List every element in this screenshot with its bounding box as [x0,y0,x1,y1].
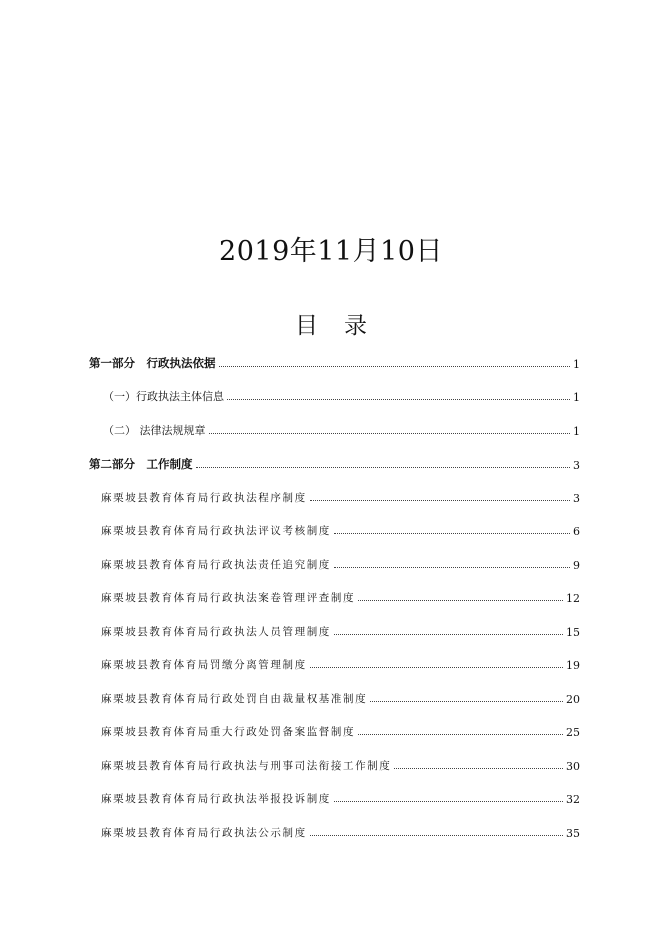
document-date: 2019年11月10日 [219,236,443,267]
toc-entry-label: （一）行政执法主体信息 [103,390,224,403]
toc-entry-label: 第一部分 行政执法依据 [89,356,216,370]
toc-entry-item[interactable] [101,520,580,538]
toc-entry-item[interactable] [101,621,580,639]
toc-leader-dots [358,600,563,601]
toc-entry-label: 麻栗坡县教育体育局行政执法评议考核制度 [101,525,331,537]
toc-leader-dots [334,634,563,635]
toc-entry-page: 30 [566,760,580,773]
toc-entry-label: 麻栗坡县教育体育局罚缴分离管理制度 [101,659,307,671]
toc-entry-item[interactable] [101,554,580,572]
toc-title: 目录 [295,313,393,339]
toc-entry-page: 20 [566,693,580,706]
toc-entry-item[interactable] [101,822,580,840]
toc-entry-label: 麻栗坡县教育体育局行政执法责任追究制度 [101,559,331,571]
toc-entry-page: 9 [573,559,580,572]
toc-entry-page: 6 [573,525,580,538]
toc-entry-subsection[interactable] [103,420,580,438]
toc-entry-label: 麻栗坡县教育体育局行政执法案卷管理评查制度 [101,592,356,604]
toc-leader-dots [209,433,571,434]
toc-entry-item[interactable] [101,587,580,605]
toc-entry-label: 麻栗坡县教育体育局行政执法举报投诉制度 [101,793,331,805]
toc-leader-dots [227,399,570,400]
toc-entry-item[interactable] [101,755,580,773]
toc-entry-page: 3 [573,492,580,505]
toc-leader-dots [219,366,571,367]
toc-leader-dots [310,667,563,668]
toc-leader-dots [334,533,570,534]
toc-leader-dots [196,467,571,468]
toc-entry-page: 1 [573,425,580,438]
toc-leader-dots [358,734,563,735]
toc-leader-dots [310,500,570,501]
toc-entry-label: （二） 法律法规规章 [103,424,206,437]
toc-entry-page: 25 [566,726,580,739]
toc-entry-page: 12 [566,592,580,605]
toc-entry-subsection[interactable] [103,386,580,404]
toc-leader-dots [334,801,563,802]
toc-entry-label: 麻栗坡县教育体育局行政执法公示制度 [101,827,307,839]
toc-entry-page: 19 [566,659,580,672]
toc-entry-page: 15 [566,626,580,639]
toc-entry-part-1[interactable] [89,353,580,371]
toc-entry-item[interactable] [101,654,580,672]
toc-leader-dots [310,835,563,836]
toc-entry-page: 1 [573,358,580,371]
toc-entry-page: 3 [573,459,580,472]
toc-entry-label: 麻栗坡县教育体育局重大行政处罚备案监督制度 [101,726,356,738]
toc-entry-page: 1 [573,391,580,404]
toc-leader-dots [334,567,570,568]
toc-entry-label: 麻栗坡县教育体育局行政执法人员管理制度 [101,626,331,638]
toc-entry-page: 35 [566,827,580,840]
toc-entry-item[interactable] [101,788,580,806]
toc-entry-label: 麻栗坡县教育体育局行政执法程序制度 [101,492,307,504]
toc-entry-label: 麻栗坡县教育体育局行政处罚自由裁量权基准制度 [101,693,368,705]
toc-entry-label: 第二部分 工作制度 [89,457,193,471]
toc-leader-dots [394,768,563,769]
toc-entry-page: 32 [566,793,580,806]
toc-entry-item[interactable] [101,688,580,706]
toc-entry-part-2[interactable] [89,454,580,472]
toc-leader-dots [370,701,563,702]
toc-entry-item[interactable] [101,721,580,739]
toc-entry-item[interactable] [101,487,580,505]
toc-entry-label: 麻栗坡县教育体育局行政执法与刑事司法衔接工作制度 [101,760,392,772]
